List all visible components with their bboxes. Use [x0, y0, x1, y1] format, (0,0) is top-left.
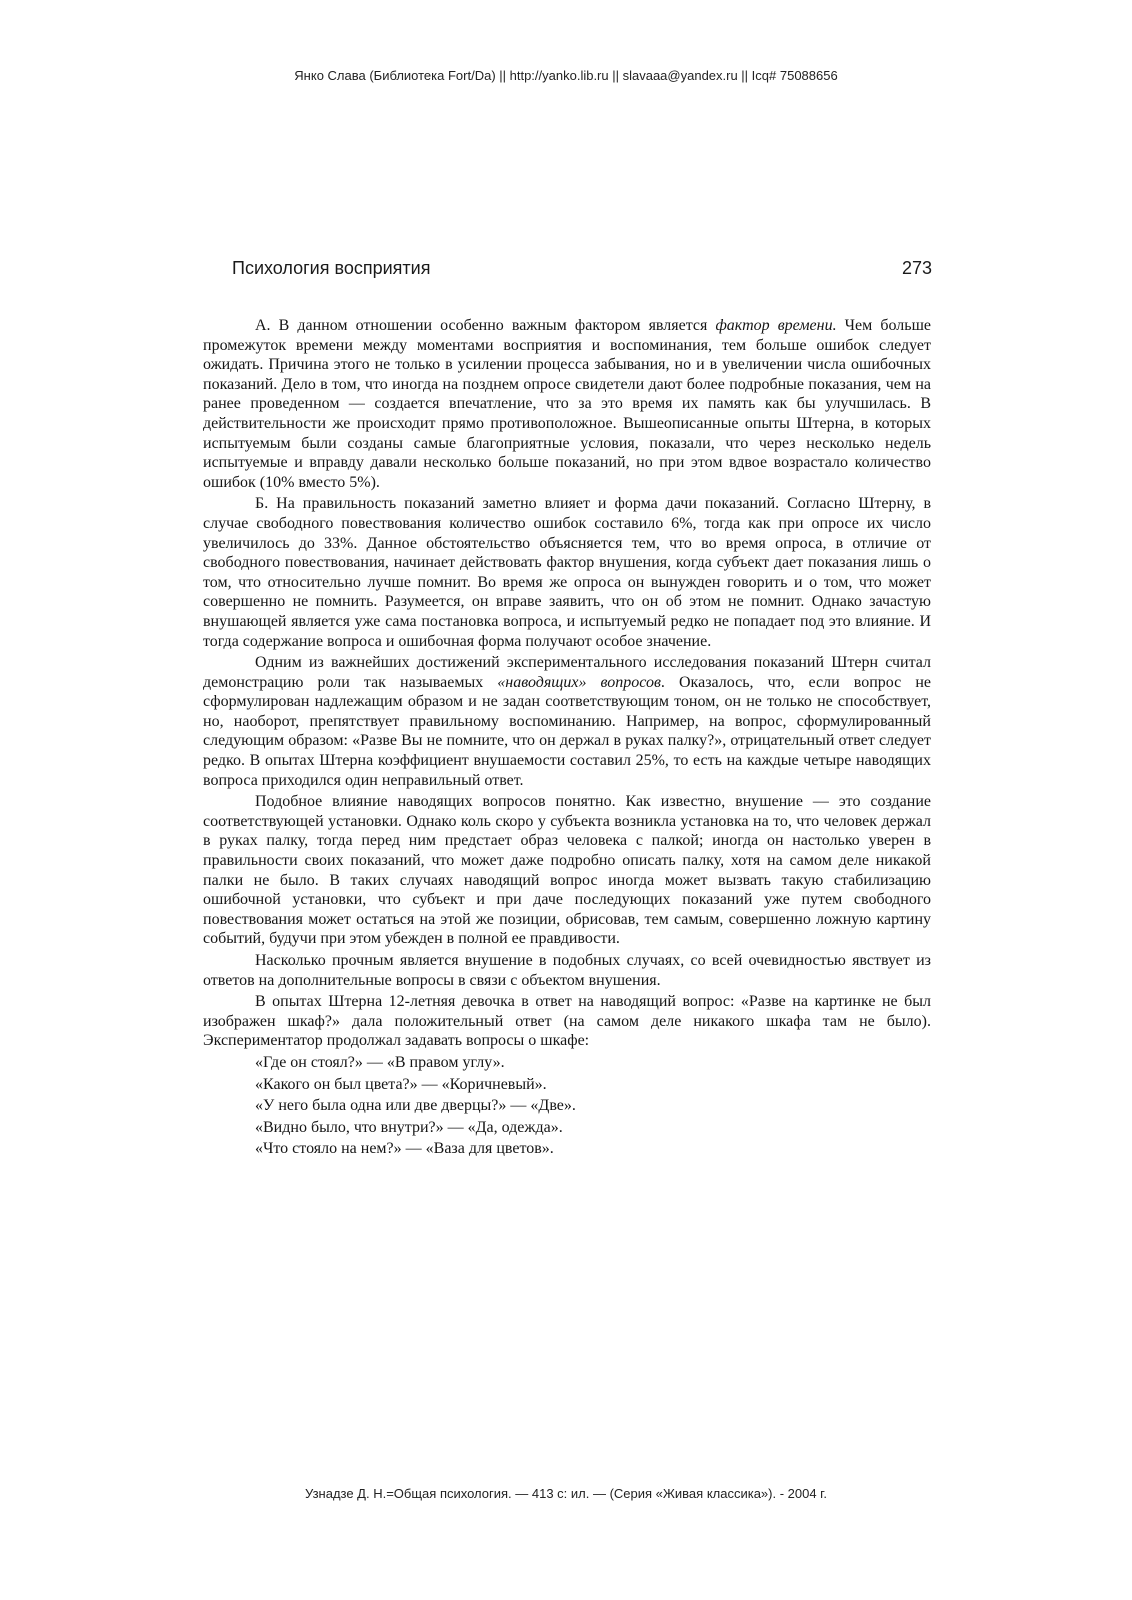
- paragraph-text: А. В данном отношении особенно важным фактором является: [255, 317, 716, 334]
- dialogue-line: «Что стояло на нем?» — «Ваза для цветов».: [255, 1140, 554, 1158]
- paragraph: [203, 494, 931, 651]
- italic-phrase: фактор времени.: [715, 317, 837, 334]
- dialogue-line: «Видно было, что внутри?» — «Да, одежда».: [255, 1118, 563, 1136]
- dialogue-line: «У него была одна или две дверцы?» — «Две».: [255, 1097, 576, 1115]
- page-number: 273: [901, 258, 932, 278]
- body-text: [203, 316, 931, 1161]
- paragraph-text: Б. На правильность показаний заметно влияет и форма дачи показаний. Согласно Штерну, в случае свободного повествования количество ошибок составило 6%, тогда как при опросе их число увеличилось до 33%. Данное обстоятельство объясняется тем, что во время опроса, в отличие от свободного повествования, начинает действовать фактор внушения, когда субъект дает показания лишь о том, что относительно лучше помнит. Во время же опроса он вынужден говорить и о том, что может совершенно не помнить. Разумеется, он вправе заявить, что он об этом не помнит. Однако зачастую внушающей является уже сама постановка вопроса, и испытуемый редко не попадает под это влияние. И тогда содержание вопроса и ошибочная форма получают особое значение.: [203, 495, 931, 650]
- paragraph-text: Одним из важнейших достижений экспериментального исследования показаний Штерн считал демонстрацию роли так называемых: [203, 654, 931, 691]
- paragraph-text: Насколько прочным является внушение в подобных случаях, со всей очевидностью явствует из ответов на дополнительные вопросы в связи с объектом внушения.: [203, 952, 931, 989]
- dialogue-line: «Какого он был цвета?» — «Коричневый».: [255, 1075, 547, 1093]
- paragraph: [203, 653, 931, 790]
- chapter-title: Психология восприятия: [232, 258, 431, 278]
- paragraph-text: Подобное влияние наводящих вопросов понятно. Как известно, внушение — это создание соответствующей установки. Однако коль скоро у субъекта возникла установка на то, что человек держал в руках палку, тогда перед ним предстает образ человека с палкой; иногда он настолько уверен в правильности своих показаний, что может даже подробно описать палку, хотя на самом деле никакой палки не было. В таких случаях наводящий вопрос иногда может вызвать такую стабилизацию ошибочной установки, что субъект и при даче последующих показаний уже путем свободного повествования может остаться на этой же позиции, обрисовав, тем самым, совершенно ложную картину событий, будучи при этом убежден в полной ее правдивости.: [203, 793, 931, 948]
- source-banner: Янко Слава (Библиотека Fort/Da) || http://yanko.lib.ru || slavaaa@yandex.ru || Icq# 75088656: [294, 68, 838, 83]
- paragraph-text: Чем больше промежуток времени между моментами восприятия и воспоминания, тем больше ошибок следует ожидать. Причина этого не только в усилении процесса забывания, но и в увеличении числа ошибочных показаний. Дело в том, что иногда на позднем опросе свидетели дают более подробные показания, чем на ранее проведенном — создается впечатление, что за это время их память как бы улучшилась. В действительности же происходит прямо противоположное. Вышеописанные опыты Штерна, в которых испытуемым были созданы самые благоприятные условия, показали, что через несколько недель испытуемые и вправду давали несколько больше показаний, но при этом вдвое возрастало количество ошибок (10% вместо 5%).: [203, 317, 931, 491]
- bibliographic-footer: Узнадзе Д. Н.=Общая психология. — 413 с: ил. — (Серия «Живая классика»). - 2004 г.: [305, 1486, 827, 1501]
- dialogue: [203, 1053, 931, 1159]
- italic-phrase: «наводящих» вопросов: [497, 673, 661, 691]
- dialogue-line: «Где он стоял?» — «В правом углу».: [255, 1053, 505, 1071]
- paragraph-text: В опытах Штерна 12-летняя девочка в ответ на наводящий вопрос: «Разве на картинке не был изображен шкаф?» дала положительный ответ (на самом деле никакого шкафа там не было). Экспериментатор продолжал задавать вопросы о шкафе:: [203, 993, 931, 1050]
- paragraph: [203, 792, 931, 949]
- running-head: [232, 258, 932, 284]
- paragraph: [203, 316, 931, 492]
- paragraph: [203, 951, 931, 990]
- paragraph: [203, 992, 931, 1051]
- paragraph-text: . Оказалось, что, если вопрос не сформулирован надлежащим образом и не задан соответствующим тоном, он не только не способствует, но, наоборот, препятствует правильному воспоминанию. Например, на вопрос, сформулированный следующим образом: «Разве Вы не помните, что он держал в руках палку?», отрицательный ответ следует редко. В опытах Штерна коэффициент внушаемости составил 25%, то есть на каждые четыре наводящих вопроса приходился один неправильный ответ.: [203, 673, 932, 789]
